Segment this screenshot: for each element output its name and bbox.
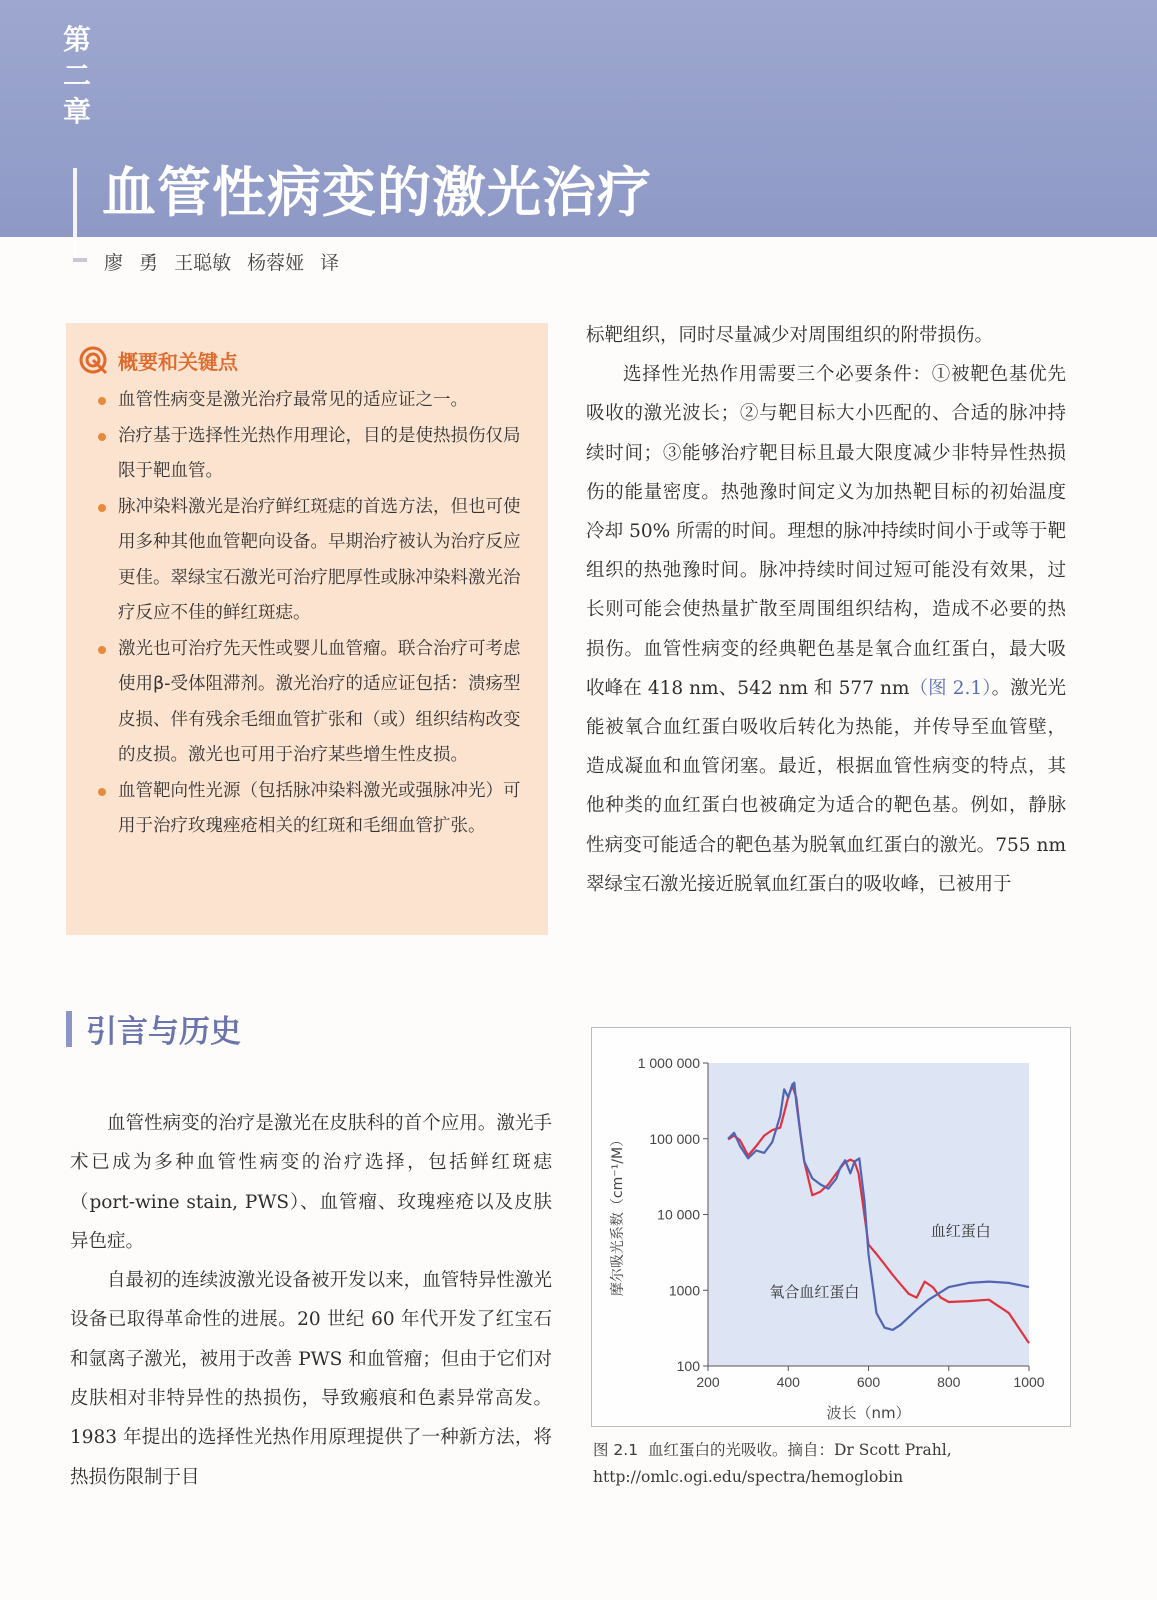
y-tick-label: 1 000 000 <box>637 1055 700 1071</box>
key-point-item: 激光也可治疗先天性或婴儿血管瘤。联合治疗可考虑使用β-受体阻滞剂。激光治疗的适应证包括：溃疡型皮损、伴有残余毛细血管扩张和（或）组织结构改变的皮损。激光也可用于治疗某些增生性皮损。 <box>96 632 526 774</box>
series-label-oxyhemoglobin: 氧合血红蛋白 <box>769 1282 860 1301</box>
section-title: 引言与历史 <box>86 1014 241 1050</box>
title-decoration-foot <box>73 258 87 262</box>
x-tick-label: 1000 <box>1013 1374 1045 1390</box>
key-points-box <box>66 323 548 935</box>
x-tick-label: 400 <box>776 1374 800 1390</box>
figure-caption-text: 血红蛋白的光吸收。摘自：Dr Scott Prahl, http://omlc.ogi.edu/spectra/hemoglobin <box>593 1441 952 1486</box>
figure-caption <box>593 1437 1073 1491</box>
key-points-list <box>96 383 526 845</box>
section-heading-bar <box>66 1011 72 1047</box>
key-point-item: 血管靶向性光源（包括脉冲染料激光或强脉冲光）可用于治疗玫瑰痤疮相关的红斑和毛细血管扩张。 <box>96 774 526 845</box>
key-point-item: 脉冲染料激光是治疗鲜红斑痣的首选方法，但也可使用多种其他血管靶向设备。早期治疗被认为治疗反应更佳。翠绿宝石激光可治疗肥厚性或脉冲染料激光治疗反应不佳的鲜红斑痣。 <box>96 490 526 632</box>
body-text: 选择性光热作用需要三个必要条件：①被靶色基优先吸收的激光波长；②与靶目标大小匹配的、合适的脉冲持续时间；③能够治疗靶目标且最大限度减少非特异性热损伤的能量密度。热弛豫时间定义为加热靶目标的初始温度冷却 50% 所需的时间。理想的脉冲持续时间小于或等于靶组织的热弛豫时间。脉冲持续时间过短可能没有效果，过长则可能会使热量扩散至周围组织结构，造成不必要的热损伤。血管性病变的经典靶色基是氧合血红蛋白，最大吸收峰在 418 nm、542 nm 和 577 nm <box>586 364 1066 699</box>
x-tick-label: 800 <box>937 1374 961 1390</box>
plot-area <box>708 1063 1029 1366</box>
absorption-chart <box>592 1028 1070 1426</box>
intro-body <box>70 1104 552 1497</box>
key-point-item: 治疗基于选择性光热作用理论，目的是使热损伤仅局限于靶血管。 <box>96 419 526 490</box>
intro-paragraph: 自最初的连续波激光设备被开发以来，血管特异性激光设备已取得革命性的进展。20 世纪 60 年代开发了红宝石和氩离子激光，被用于改善 PWS 和血管瘤；但由于它们对皮肤相对非特异性的热损伤，导致瘢痕和色素异常高发。1983 年提出的选择性光热作用原理提供了一种新方法，将热损伤限制于目 <box>70 1270 552 1488</box>
y-axis-label: 摩尔吸光系数（cm⁻¹/M） <box>610 1132 626 1297</box>
section-heading <box>66 1006 241 1051</box>
x-axis-label: 波长（nm） <box>826 1404 911 1422</box>
body-paragraph <box>586 355 1066 904</box>
translators: 廖 勇 王聪敏 杨蓉娅 译 <box>104 252 340 274</box>
x-tick-label: 200 <box>696 1374 720 1390</box>
title-decoration-bar <box>73 168 77 260</box>
body-text: 。激光光能被氧合血红蛋白吸收后转化为热能，并传导至血管壁，造成凝血和血管闭塞。最近，根据血管性病变的特点，其他种类的血红蛋白也被确定为适合的靶色基。例如，静脉性病变可能适合的靶色基为脱氧血红蛋白的激光。755 nm 翠绿宝石激光接近脱氧血红蛋白的吸收峰，已被用于 <box>586 677 1066 895</box>
y-tick-label: 1000 <box>668 1282 700 1299</box>
key-points-title: 概要和关键点 <box>118 349 238 374</box>
figure-caption-number: 图 2.1 <box>593 1441 639 1459</box>
key-point-item: 血管性病变是激光治疗最常见的适应证之一。 <box>96 383 526 419</box>
body-paragraph: 标靶组织，同时尽量减少对周围组织的附带损伤。 <box>586 325 994 346</box>
y-tick-label: 10 000 <box>657 1206 700 1223</box>
figure-frame <box>591 1027 1071 1427</box>
key-points-header <box>78 345 238 375</box>
right-column-body <box>586 316 1066 904</box>
figure-reference-link[interactable]: （图 2.1） <box>909 677 992 699</box>
intro-paragraph: 血管性病变的治疗是激光在皮肤科的首个应用。激光手术已成为多种血管性病变的治疗选择，包括鲜红斑痣（port-wine stain, PWS）、血管瘤、玫瑰痤疮以及皮肤异色症。 <box>70 1113 552 1252</box>
y-tick-label: 100 000 <box>649 1130 700 1147</box>
series-label-hemoglobin: 血红蛋白 <box>930 1222 991 1241</box>
chapter-label: 第二章 <box>62 23 91 128</box>
target-icon <box>78 345 108 375</box>
x-tick-label: 600 <box>856 1374 881 1390</box>
y-tick-label: 100 <box>676 1358 700 1374</box>
chapter-title: 血管性病变的激光治疗 <box>102 161 652 224</box>
